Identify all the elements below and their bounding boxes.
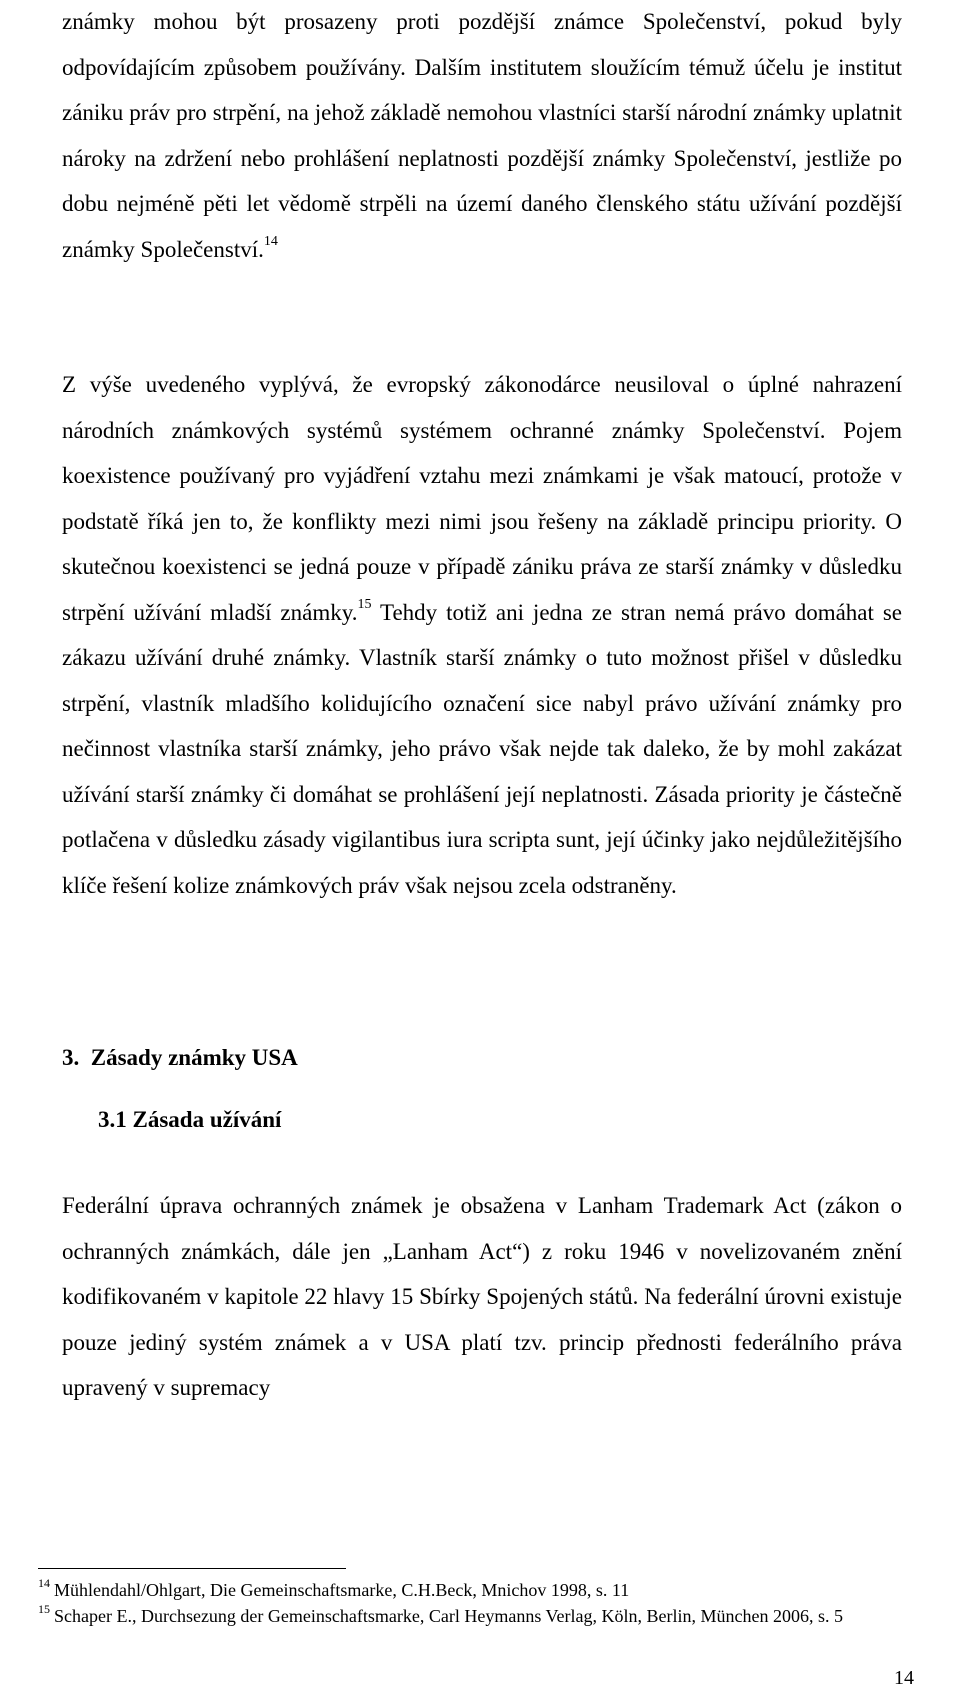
subsection-heading: 3.1 Zásada užívání: [98, 1107, 282, 1132]
section-heading: 3. Zásady známky USA: [62, 1045, 298, 1070]
footnote-15: [38, 1604, 888, 1628]
footnote-15-number: 15: [38, 1602, 50, 1616]
footnote-14-number: 14: [38, 1576, 50, 1590]
footnote-separator: [38, 1568, 346, 1569]
paragraph-2: [62, 362, 902, 908]
paragraph-1: [62, 0, 902, 272]
paragraph-2-text-b: Tehdy totiž ani jedna ze stran nemá právo domáhat se zákazu užívání druhé známky. Vlastník starší známky o tuto možnost přišel v důsledku strpění, vlastník mladšího kolidujícího označení sice nabyl právo užívání známky pro nečinnost vlastníka starší známky, jeho právo však nejde tak daleko, že by mohl zakázat užívání starší známky či domáhat se prohlášení její neplatnosti. Zásada priority je částečně potlačena v důsledku zásady vigilantibus iura scripta sunt, její účinky jako nejdůležitějšího klíče řešení kolize známkových práv však nejsou zcela odstraněny.: [62, 599, 902, 898]
page-number: 14: [894, 1667, 914, 1689]
paragraph-3: Federální úprava ochranných známek je obsažena v Lanham Trademark Act (zákon o ochranných známkách, dále jen „Lanham Act“) z roku 1946 v novelizovaném znění kodifikovaném v kapitole 22 hlavy 15 Sbírky Spojených států. Na federální úrovni existuje pouze jediný systém známek a v USA platí tzv. princip přednosti federálního práva upravený v supremacy: [62, 1193, 902, 1400]
footnote-ref-14: 14: [263, 233, 278, 249]
paragraph-1-text: známky mohou být prosazeny proti pozdější známce Společenství, pokud byly odpovídajícím způsobem používány. Dalším institutem sloužícím témuž účelu je institut zániku práv pro strpění, na jehož základě nemohou vlastníci starší národní známky uplatnit nároky na zdržení nebo prohlášení neplatnosti pozdější známky Společenství, jestliže po dobu nejméně pěti let vědomě strpěli na území daného členského státu užívání pozdější známky Společenství.: [62, 9, 902, 262]
paragraph-2-text-a: Z výše uvedeného vyplývá, že evropský zákonodárce neusiloval o úplné nahrazení národních známkových systémů systémem ochranné známky Společenství. Pojem koexistence používaný pro vyjádření vztahu mezi známkami je však matoucí, protože v podstatě říká jen to, že konflikty mezi nimi jsou řešeny na základě principu priority. O skutečnou koexistenci se jedná pouze v případě zániku práva ze starší známky v důsledku strpění užívání mladší známky.: [62, 372, 902, 625]
footnote-14-text: Mühlendahl/Ohlgart, Die Gemeinschaftsmarke, C.H.Beck, Mnichov 1998, s. 11: [54, 1580, 630, 1600]
footnote-14: [38, 1578, 888, 1602]
footnote-15-text: Schaper E., Durchsezung der Gemeinschaftsmarke, Carl Heymanns Verlag, Köln, Berlin, München 2006, s. 5: [54, 1606, 843, 1626]
footnote-ref-15: 15: [357, 596, 372, 612]
